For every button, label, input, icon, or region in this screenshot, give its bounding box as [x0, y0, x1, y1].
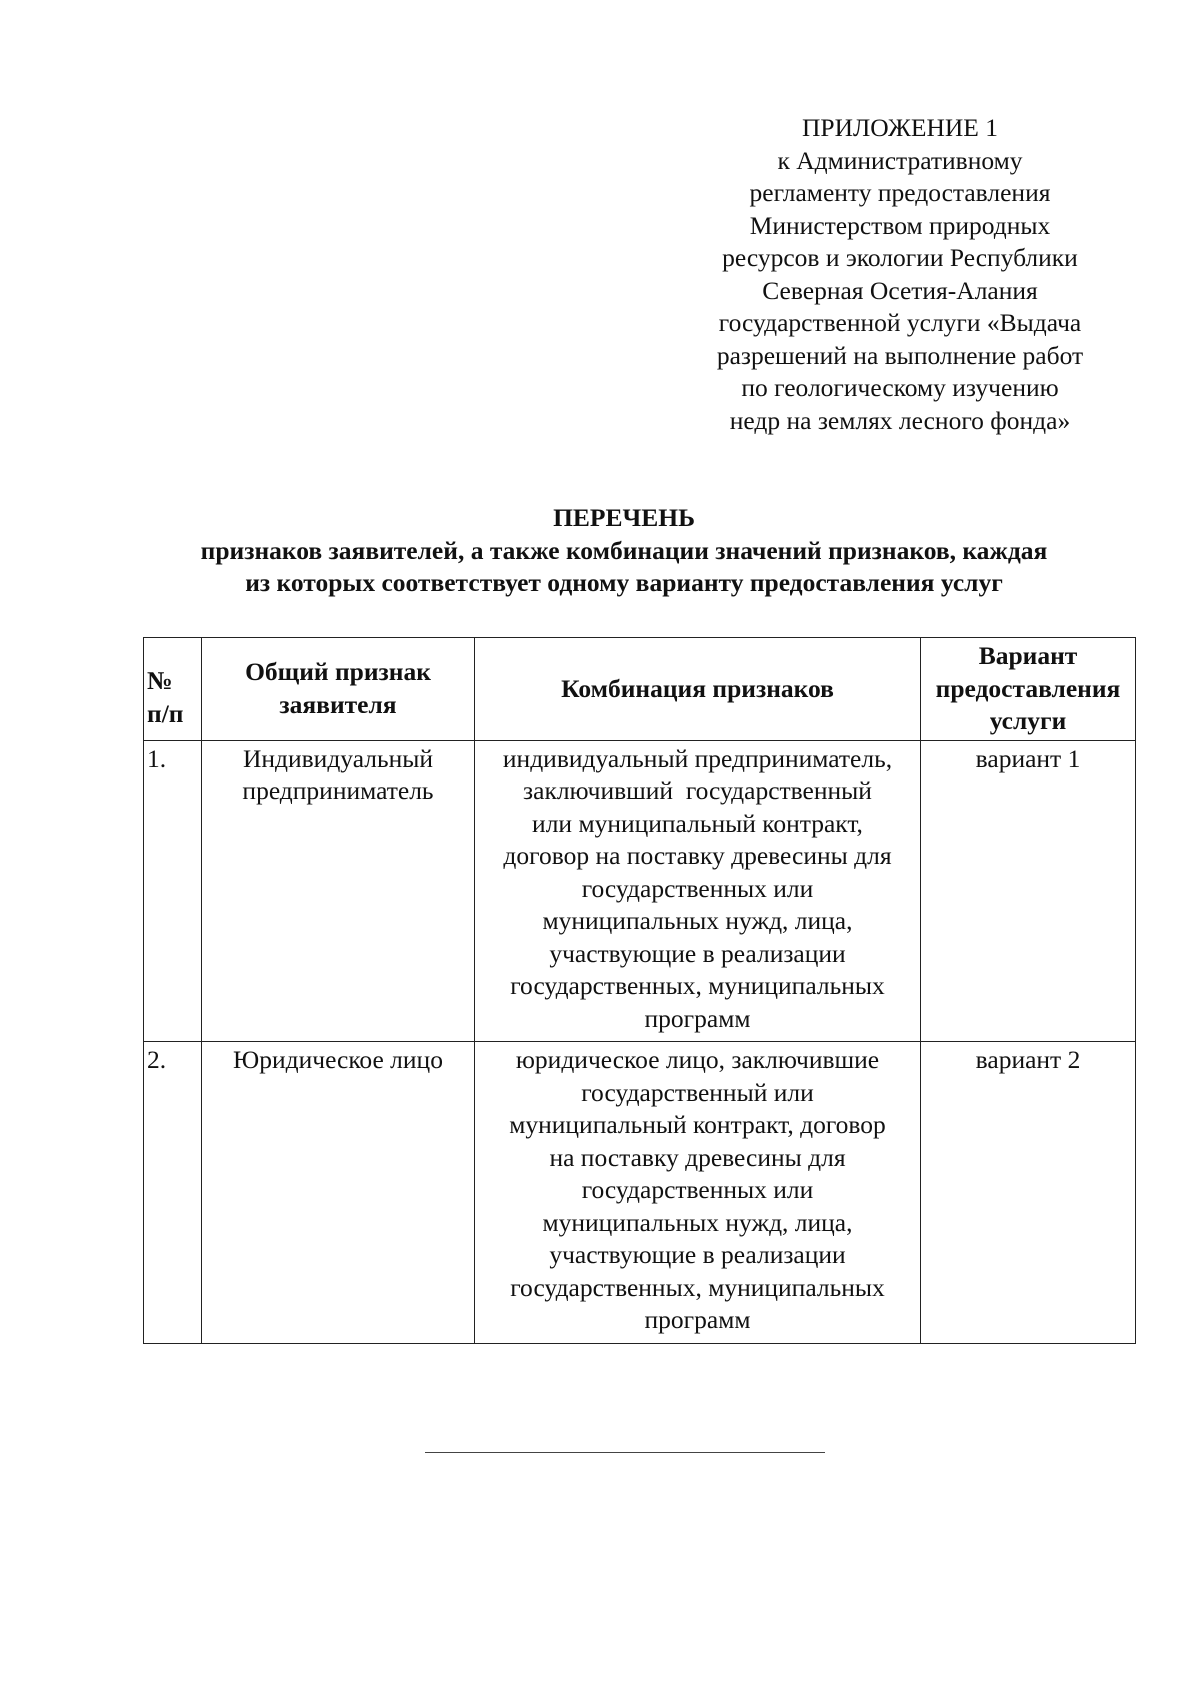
appendix-line: регламенту предоставления [749, 178, 1051, 207]
document-heading [0, 502, 1200, 600]
appendix-line: ПРИЛОЖЕНИЕ 1 [801, 113, 999, 142]
header-variant: Вариант предоставления услуги [921, 638, 1136, 741]
appendix-block [680, 112, 1120, 437]
row-general-attribute: Индивидуальный предприниматель [202, 740, 475, 1042]
appendix-line: разрешений на выполнение работ [716, 340, 1084, 370]
row-variant: вариант 1 [921, 740, 1136, 1042]
row-number: 1. [144, 740, 202, 1042]
appendix-line: по геологическому изучению [741, 373, 1059, 402]
appendix-line: государственной услуги «Выдача [718, 308, 1082, 337]
table-row [144, 1042, 1136, 1344]
appendix-line: Северная Осетия-Алания [762, 275, 1038, 305]
table-header-row [144, 638, 1136, 741]
row-number: 2. [144, 1042, 202, 1344]
appendix-line: ресурсов и экологии Республики [722, 243, 1078, 272]
heading-subtitle-line: признаков заявителей, а также комбинации значений признаков, каждая [200, 535, 1048, 565]
row-general-attribute: Юридическое лицо [202, 1042, 475, 1344]
heading-subtitle-line: из которых соответствует одному варианту предоставления услуг [245, 568, 1003, 597]
appendix-line: Министерством природных [749, 210, 1051, 240]
appendix-line: к Административному [777, 145, 1023, 175]
row-variant: вариант 2 [921, 1042, 1136, 1344]
row-combination: юридическое лицо, заключившие государственный или муниципальный контракт, договор на поставку древесины для государственных или муниципальных нужд, лица, участвующие в реализации государственных, муниципальных программ [475, 1042, 921, 1344]
criteria-table [143, 637, 1136, 1344]
header-number: № п/п [144, 638, 202, 741]
appendix-line: недр на землях лесного фонда» [729, 405, 1071, 435]
table-row [144, 740, 1136, 1042]
row-combination: индивидуальный предприниматель, заключивший государственный или муниципальный контракт, договор на поставку древесины для государственных или муниципальных нужд, лица, участвующие в реализации государственных, муниципальных программ [475, 740, 921, 1042]
heading-title: ПЕРЕЧЕНЬ [553, 503, 695, 532]
header-general-attribute: Общий признак заявителя [202, 638, 475, 741]
bottom-divider [425, 1452, 825, 1453]
header-combination: Комбинация признаков [475, 638, 921, 741]
